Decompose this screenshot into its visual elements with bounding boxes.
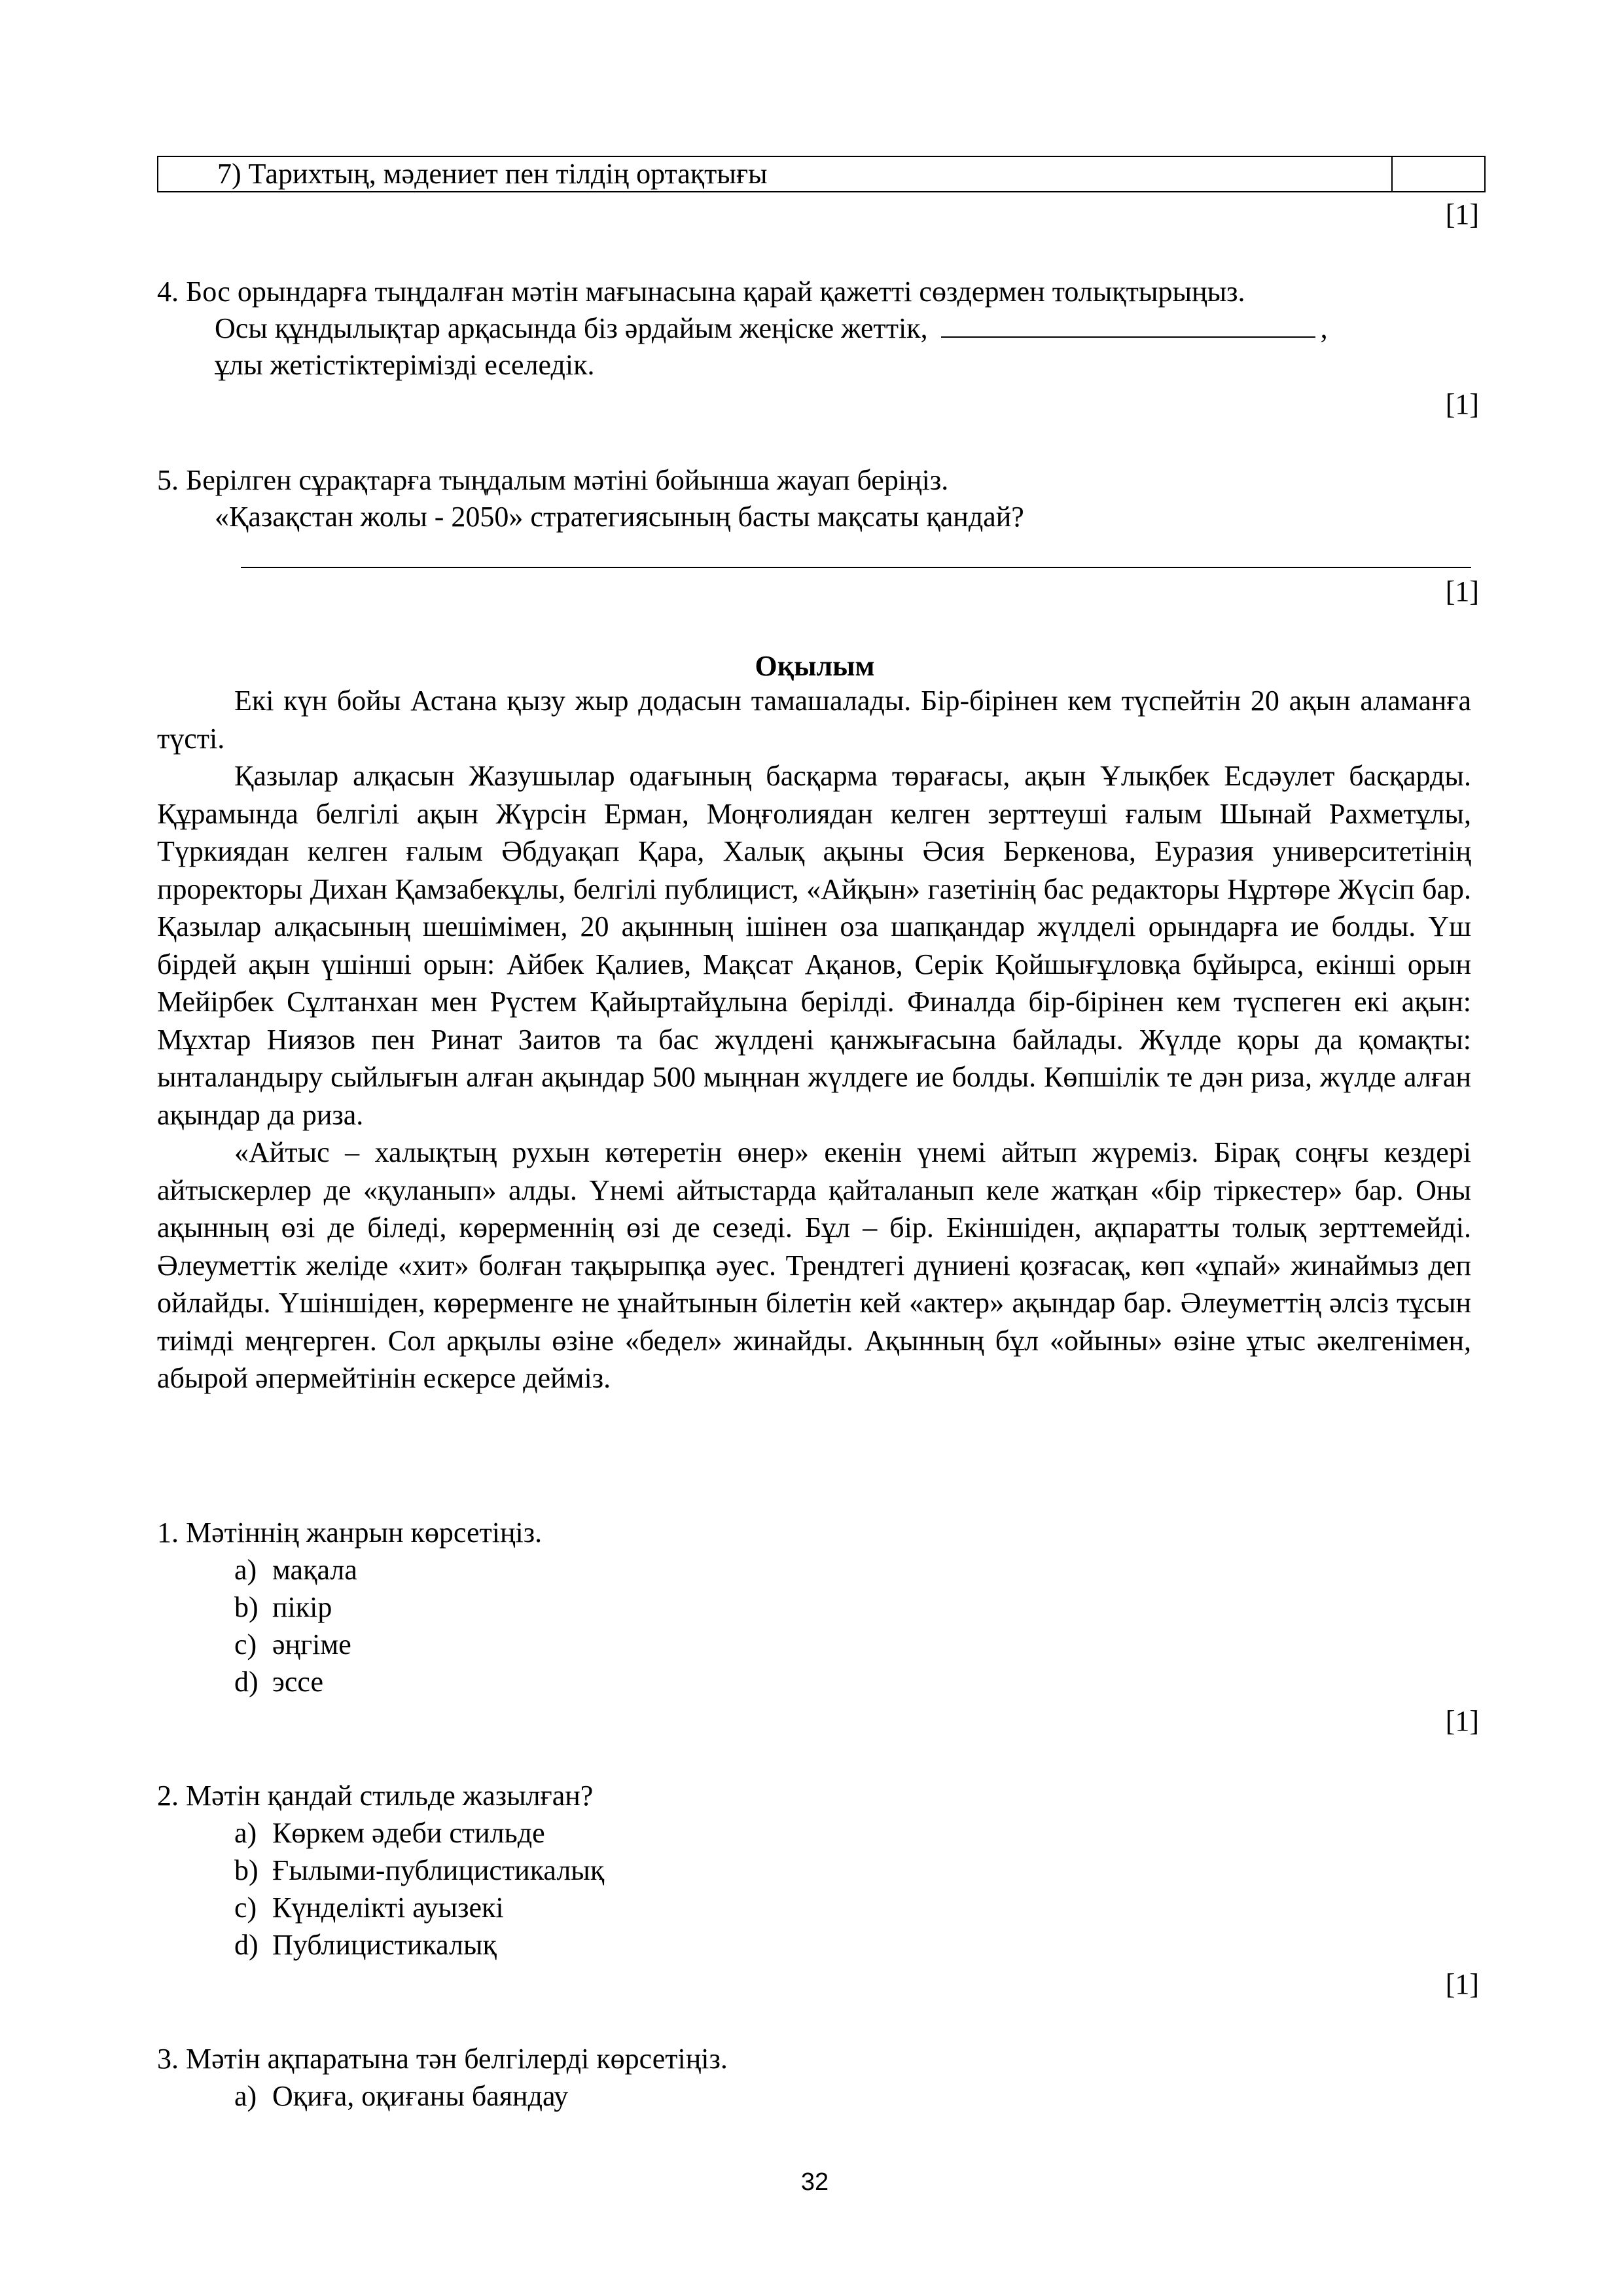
option-d[interactable] xyxy=(234,1926,604,1964)
reading-question-2 xyxy=(157,1778,604,1964)
question-4-line1-end: , xyxy=(1320,312,1328,344)
document-page xyxy=(157,0,1479,2296)
option-b[interactable] xyxy=(234,1852,604,1889)
section-heading: Оқылым xyxy=(755,650,875,682)
question-4-line1: Осы құндылықтар арқасында біз әрдайым жеңіске жеттік, xyxy=(215,312,928,344)
reading-question-2-title: 2. Мәтін қандай стильде жазылған? xyxy=(157,1780,594,1812)
question-4-title: 4. Бос орындарға тыңдалған мәтін мағынасына қарай қажетті сөздермен толықтырыңыз. xyxy=(157,276,1245,308)
option-letter: c) xyxy=(234,1892,257,1924)
option-list xyxy=(157,2077,728,2115)
question-4-sentence xyxy=(157,310,1328,347)
option-text: Публицистикалық xyxy=(272,1929,497,1961)
option-a[interactable] xyxy=(234,1814,604,1852)
reading-paragraph: «Айтыс – халықтың рухын көтеретін өнер» екенін үнемі айтып жүреміз. Бірақ соңғы кездері айтыскерлер де «қуланып» алды. Үнемі айтыстарда қайталанып келе жатқан «бір тіркестер» бар. Оны ақынның өзі де біледі, көрерменнің өзі де сезеді. Бұл – бір. Екіншіден, ақпаратты толық зерттемейді. Әлеуметтік желіде «хит» болған тақырыпқа әуес. Трендтегі дүниені қозғасақ, көп «ұпай» жинаймыз деп ойлайды. Үшіншіден, көрерменге не ұнайтынын білетін кей «актер» ақындар бар. Әлеуметтің әлсіз тұсын тиімді меңгерген. Сол арқылы өзіне «бедел» жинайды. Ақынның бұл «ойыны» өзіне ұтыс әкелгенімен, абырой әпермейтінін ескерсе дейміз. xyxy=(157,1136,1471,1394)
option-a[interactable] xyxy=(234,2077,728,2115)
answer-blank[interactable] xyxy=(941,310,1315,338)
option-letter: b) xyxy=(234,1854,259,1886)
option-letter: d) xyxy=(234,1666,259,1698)
question-5 xyxy=(157,462,1024,535)
answer-table-row xyxy=(157,156,1486,192)
option-text: эссе xyxy=(272,1666,324,1698)
option-a[interactable] xyxy=(234,1551,542,1588)
option-letter: a) xyxy=(234,1817,257,1849)
page-number: 32 xyxy=(800,2168,829,2196)
reading-text xyxy=(157,682,1471,1397)
option-c[interactable] xyxy=(234,1889,604,1926)
option-text: Ғылыми-публицистикалық xyxy=(272,1854,605,1886)
option-list xyxy=(157,1551,542,1700)
option-letter: c) xyxy=(234,1628,257,1660)
option-text: мақала xyxy=(272,1554,357,1586)
option-letter: d) xyxy=(234,1929,259,1961)
option-d[interactable] xyxy=(234,1663,542,1700)
score-mark: [1] xyxy=(1445,198,1479,230)
reading-paragraph: Қазылар алқасын Жазушылар одағының басқарма төрағасы, ақын Ұлықбек Есдәулет басқарды. Құрамында белгілі ақын Жүрсін Ерман, Моңғолиядан келген зерттеуші ғалым Шынай Рахметұлы, Түркиядан келген ғалым Әбдуақап Қара, Халық ақыны Әсия Беркенова, Еуразия университетінің проректоры Дихан Қамзабекұлы, белгілі публицист, «Айқын» газетінің бас редакторы Нұртөре Жүсіп бар. Қазылар алқасының шешімімен, 20 ақынның ішінен оза шапқандар жүлделі орындарға ие болды. Үш бірдей ақын үшінші орын: Айбек Қалиев, Мақсат Ақанов, Серік Қойшығұловқа бұйырса, екінші орын Мейірбек Сұлтанхан мен Рүстем Қайыртайұлына берілді. Финалда бір-бірінен кем түспеген екі ақын: Мұхтар Ниязов пен Ринат Заитов та бас жүлдені қанжығасына байлады. Жүлде қоры да қомақты: ынталандыру сыйлығын алған ақындар 500 мыңнан жүлдеге ие болды. Көпшілік те дән риза, жүлде алған ақындар да риза. xyxy=(157,760,1471,1131)
table-answer-cell[interactable] xyxy=(1391,157,1484,191)
score-mark: [1] xyxy=(1445,575,1479,607)
question-5-title: 5. Берілген сұрақтарға тыңдалым мәтіні бойынша жауап беріңіз. xyxy=(157,464,949,496)
reading-paragraph: Екі күн бойы Астана қызу жыр додасын тамашалады. Бір-бірінен кем түспейтін 20 ақын аламанға түсті. xyxy=(157,685,1471,755)
question-4-line2: ұлы жетістіктерімізді еселедік. xyxy=(215,349,595,381)
option-text: Оқиға, оқиғаны баяндау xyxy=(272,2080,569,2112)
option-letter: a) xyxy=(234,2080,257,2112)
reading-question-3 xyxy=(157,2041,728,2115)
score-mark: [1] xyxy=(1445,1705,1479,1737)
option-text: Күнделікті ауызекі xyxy=(272,1892,504,1924)
question-5-question: «Қазақстан жолы - 2050» стратегиясының басты мақсаты қандай? xyxy=(215,501,1024,533)
option-text: пікір xyxy=(272,1591,332,1623)
option-c[interactable] xyxy=(234,1626,542,1663)
answer-line[interactable] xyxy=(241,567,1471,568)
option-list xyxy=(157,1814,604,1964)
option-letter: b) xyxy=(234,1591,259,1623)
question-4 xyxy=(157,274,1328,384)
option-b[interactable] xyxy=(234,1588,542,1626)
reading-question-3-title: 3. Мәтін ақпаратына тән белгілерді көрсетіңіз. xyxy=(157,2043,728,2075)
option-text: Көркем әдеби стильде xyxy=(272,1817,545,1849)
score-mark: [1] xyxy=(1445,1968,1479,2000)
option-text: әңгіме xyxy=(272,1628,351,1660)
score-mark: [1] xyxy=(1445,388,1479,420)
option-letter: a) xyxy=(234,1554,257,1586)
reading-question-1 xyxy=(157,1515,542,1700)
reading-question-1-title: 1. Мәтіннің жанрын көрсетіңіз. xyxy=(157,1516,543,1549)
table-row-text: 7) Тарихтың, мәдениет пен тілдің ортақтығы xyxy=(217,158,768,190)
